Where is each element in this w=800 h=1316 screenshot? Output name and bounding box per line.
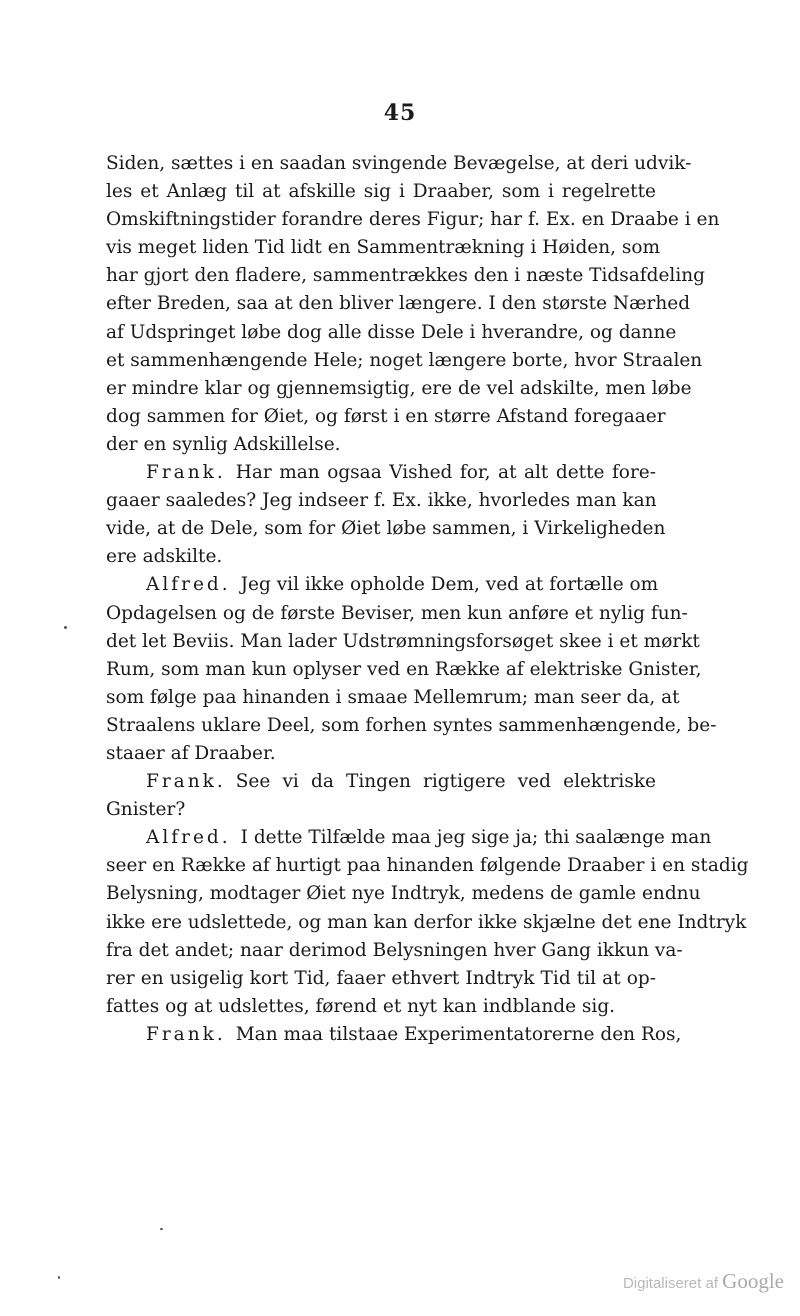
speaker-line [106, 459, 656, 487]
text-line [106, 319, 677, 347]
line-text: dog sammen for Øiet, og først i en større Afstand foregaaer [106, 405, 666, 427]
speaker-name: Frank. [146, 1023, 226, 1045]
line-text: det let Beviis. Man lader Udstrømningsforsøget skee i et mørkt [106, 630, 700, 652]
text-line [106, 937, 683, 965]
speaker-name: Alfred. [146, 827, 231, 849]
line-text: fra det andet; naar derimod Belysningen hver Gang ikkun va- [106, 939, 683, 961]
text-line [106, 150, 692, 178]
line-text: af Udspringet løbe dog alle disse Dele i hverandre, og danne [106, 321, 677, 343]
speaker-name: Alfred. [146, 574, 231, 596]
line-text: Jeg vil ikke opholde Dem, ved at fortælle om [240, 574, 659, 596]
scan-speck [64, 626, 67, 629]
line-text: Belysning, modtager Øiet nye Indtryk, medens de gamle endnu [106, 883, 701, 905]
line-text: See vi da Tingen rigtigere ved elektriske [235, 771, 656, 793]
line-text: et sammenhængende Hele; noget længere borte, hvor Straalen [106, 349, 703, 371]
line-text: efter Breden, saa at den bliver længere. I den største Nærhed [106, 293, 691, 315]
line-text: Siden, sættes i en saadan svingende Bevægelse, at deri udvik- [106, 153, 692, 174]
body-text [106, 150, 749, 1049]
line-text: Rum, som man kun oplyser ved en Række af elektriske Gnister, [106, 658, 702, 680]
line-text: Opdagelsen og de første Beviser, men kun anføre et nylig fun- [106, 602, 688, 624]
speaker-line [106, 768, 656, 796]
line-text: er mindre klar og gjennemsigtig, ere de vel adskilte, men løbe [106, 377, 692, 399]
text-line [106, 993, 656, 1021]
text-line [106, 178, 656, 206]
text-line [106, 600, 688, 628]
text-line [106, 375, 692, 403]
scan-speck [160, 1228, 163, 1230]
line-text: Gnister? [106, 799, 186, 821]
text-line [106, 431, 656, 459]
line-text: I dette Tilfælde maa jeg sige ja; thi saalænge man [240, 827, 712, 849]
line-text: som følge paa hinanden i smaae Mellemrum; man seer da, at [106, 686, 680, 708]
line-text: vide, at de Dele, som for Øiet løbe sammen, i Virkeligheden [106, 518, 666, 540]
text-line [106, 234, 661, 262]
line-text: Har man ogsaa Vished for, at alt dette fore- [235, 462, 656, 484]
line-text: Straalens uklare Deel, som forhen syntes sammenhængende, be- [106, 714, 717, 736]
speaker-name: Frank. [146, 462, 226, 484]
text-line [106, 740, 656, 768]
line-text: seer en Række af hurtigt paa hinanden følgende Draaber i en stadig [106, 855, 749, 877]
text-line [106, 684, 680, 712]
watermark-prefix: Digitaliseret af [622, 1275, 718, 1292]
watermark-brand: Google [722, 1269, 784, 1293]
text-line [106, 403, 666, 431]
text-line [106, 290, 691, 318]
text-line [106, 852, 749, 880]
line-text: ikke ere udslettede, og man kan derfor ikke skjælne det ene Indtryk [106, 911, 747, 933]
text-line [106, 347, 703, 375]
text-line [106, 262, 706, 290]
scan-speck [58, 1276, 60, 1279]
speaker-line [106, 1021, 682, 1049]
text-line [106, 712, 717, 740]
line-text: har gjort den fladere, sammentrækkes den i næste Tidsafdeling [106, 265, 706, 287]
page-number: 45 [383, 100, 417, 126]
text-line [106, 515, 666, 543]
line-text: vis meget liden Tid lidt en Sammentrækning i Høiden, som [106, 237, 661, 259]
text-line [106, 796, 656, 824]
speaker-line [106, 571, 659, 599]
line-text: ere adskilte. [106, 546, 223, 568]
speaker-line [106, 824, 712, 852]
text-line [106, 543, 656, 571]
line-text: les et Anlæg til at afskille sig i Draaber, som i regelrette [106, 181, 656, 203]
line-text: rer en usigelig kort Tid, faaer ethvert Indtryk Tid til at op- [106, 967, 656, 989]
speaker-name: Frank. [146, 771, 226, 793]
line-text: Man maa tilstaae Experimentatorerne den Ros, [235, 1023, 682, 1045]
digitization-watermark [623, 1269, 784, 1294]
text-line [106, 628, 700, 656]
text-line [106, 965, 656, 993]
text-line [106, 206, 720, 234]
line-text: Omskiftningstider forandre deres Figur; har f. Ex. en Draabe i en [106, 209, 720, 231]
line-text: der en synlig Adskillelse. [106, 433, 341, 455]
text-line [106, 656, 702, 684]
line-text: gaaer saaledes? Jeg indseer f. Ex. ikke, hvorledes man kan [106, 490, 657, 512]
text-line [106, 880, 701, 908]
text-line [106, 487, 656, 515]
line-text: staaer af Draaber. [106, 742, 276, 764]
line-text: fattes og at udslettes, førend et nyt kan indblande sig. [106, 995, 616, 1017]
text-line [106, 909, 747, 937]
